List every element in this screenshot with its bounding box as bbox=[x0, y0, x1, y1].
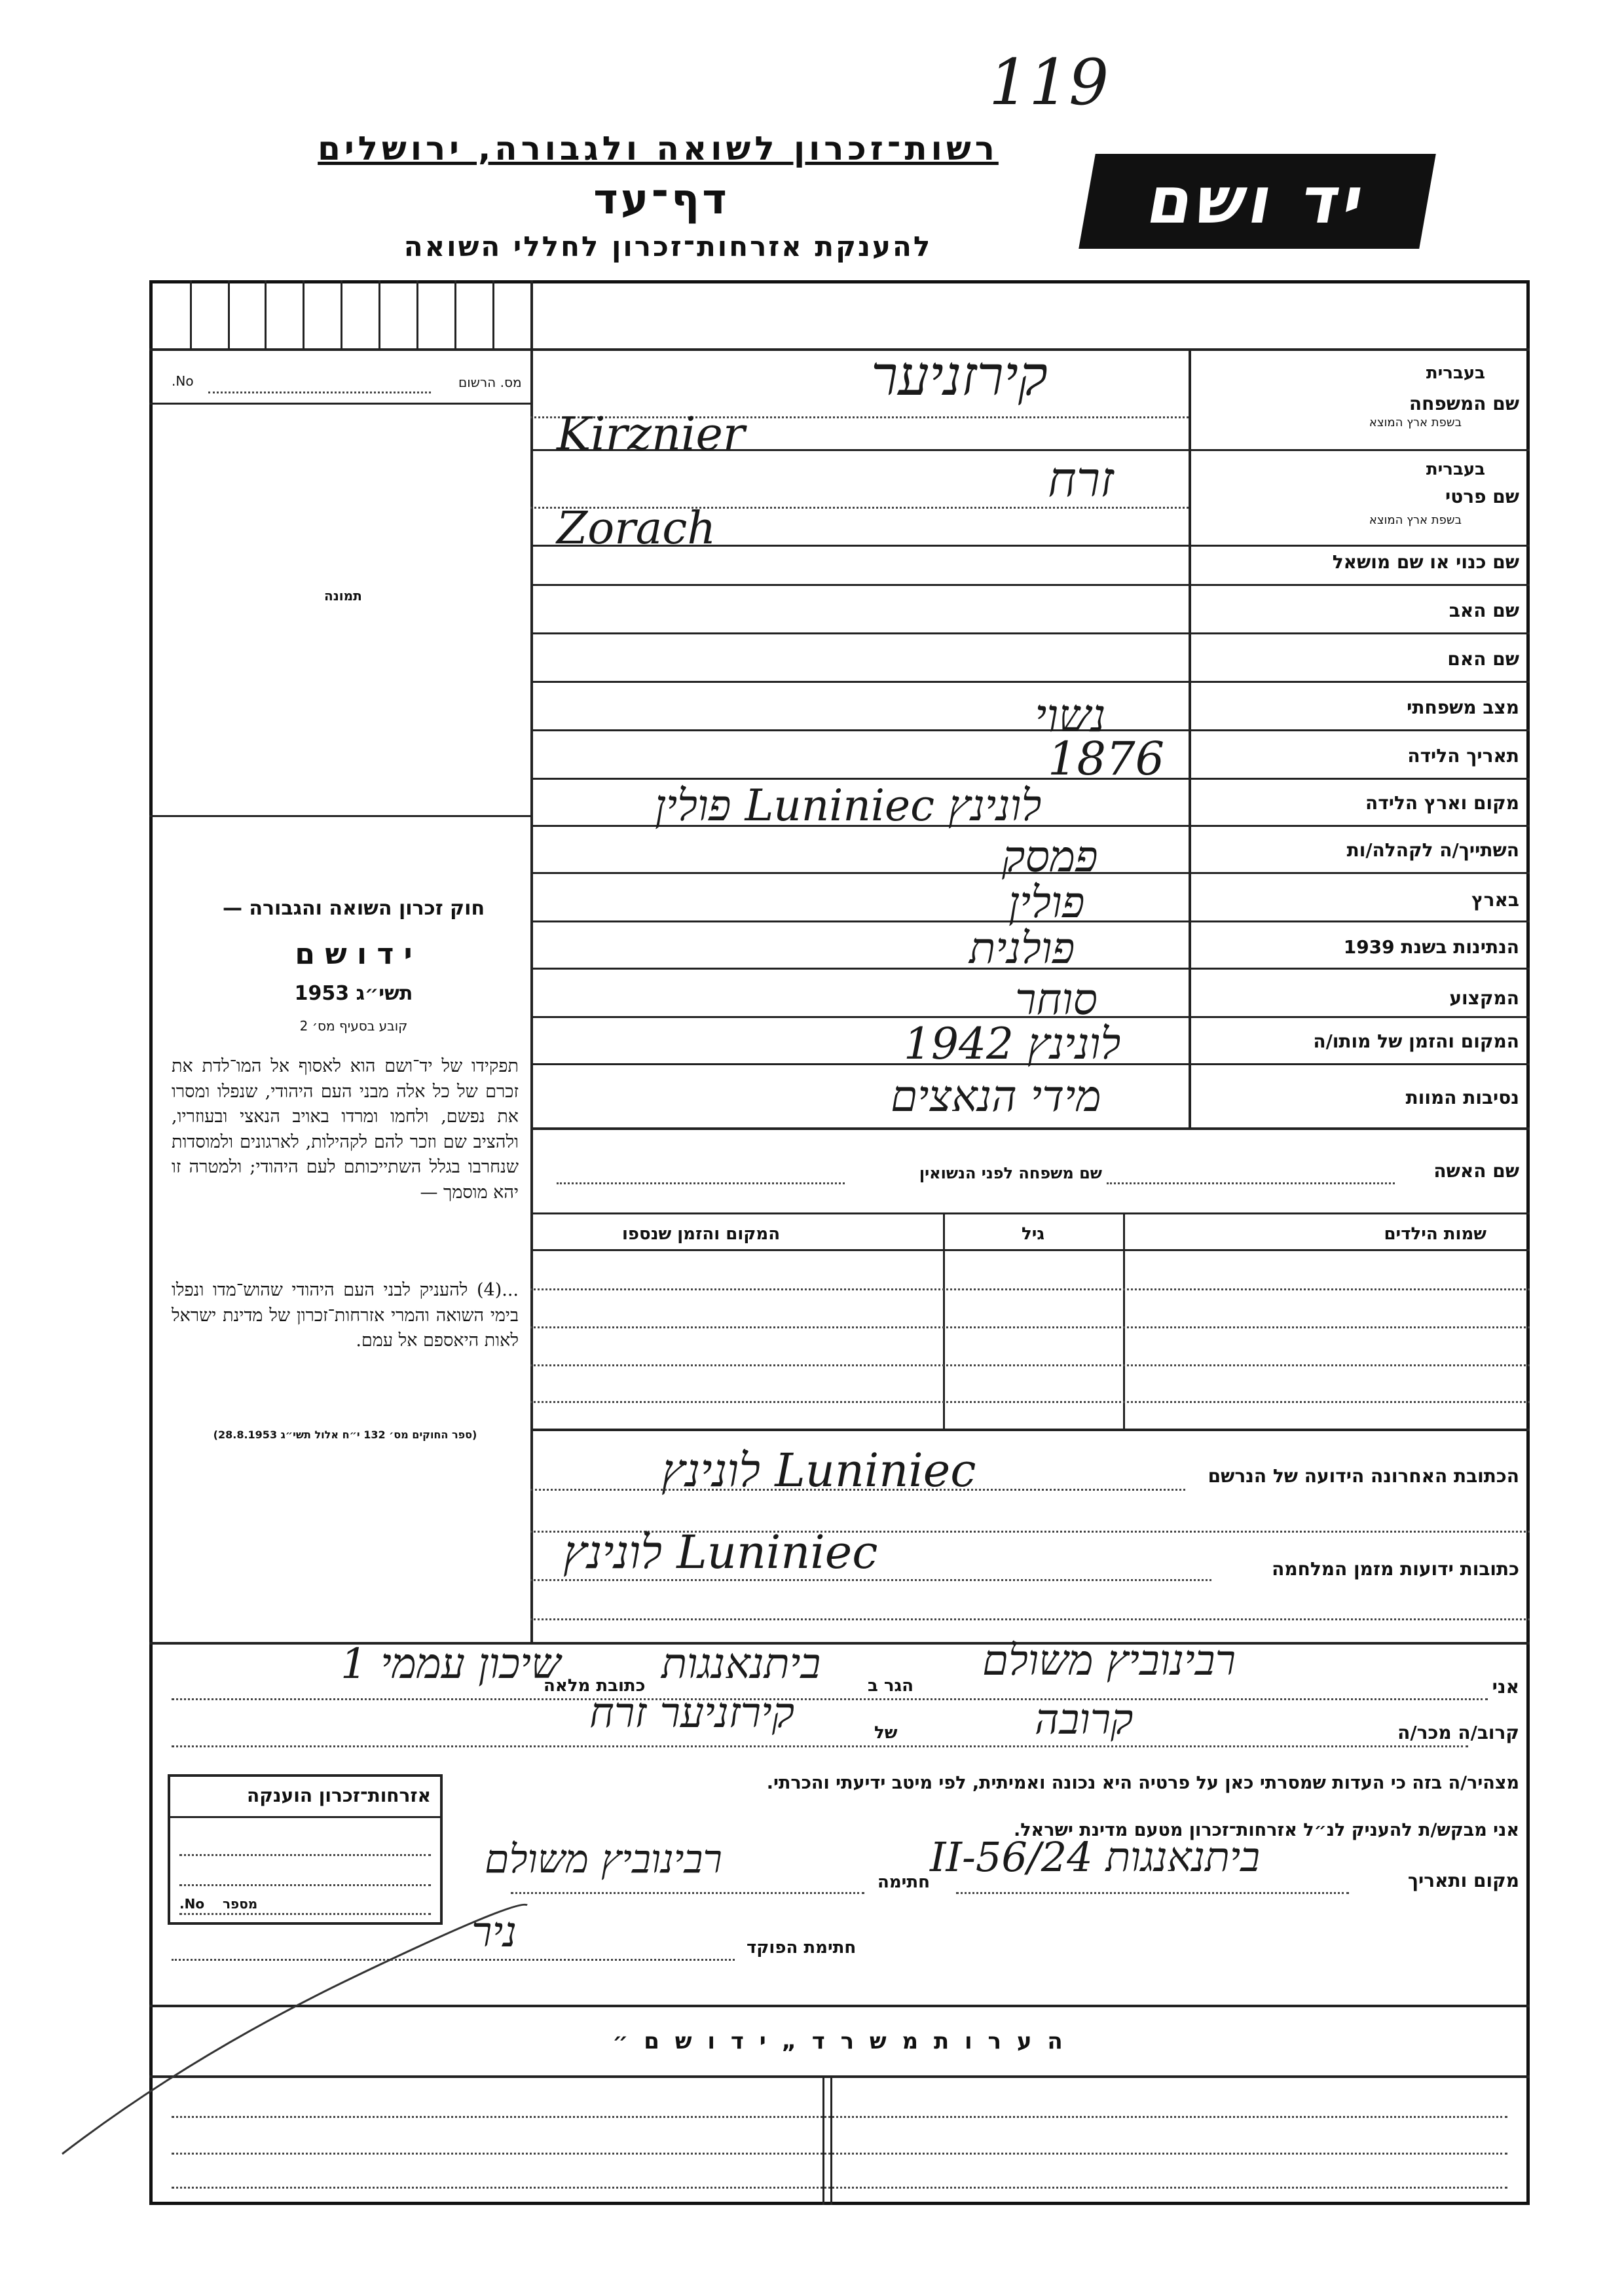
declarant-city[interactable]: ביתנאנגות bbox=[661, 1640, 821, 1688]
father-label: שם האב bbox=[1449, 600, 1519, 621]
family-name-origin-label: בשפת ארץ המוצא bbox=[1369, 416, 1462, 429]
request-text: אני מבקש/ת להעניק לנ״ל אזרחות־זכרון מטעם מדינת ישראל. bbox=[1013, 1820, 1519, 1840]
country-value[interactable]: פולין bbox=[1008, 877, 1085, 928]
officer-signature[interactable]: ניר bbox=[471, 1908, 517, 1957]
first-name-origin-label: בשפת ארץ המוצא bbox=[1369, 513, 1462, 527]
citizenship-box-no: No. bbox=[179, 1896, 205, 1912]
relation-value[interactable]: קרובה bbox=[1035, 1696, 1134, 1744]
resides-label: הגר ב bbox=[868, 1676, 914, 1696]
citizenship-box-title: אזרחות־זכרון הוענקה bbox=[247, 1785, 431, 1806]
declarant-name[interactable]: רבינוביץ משולם bbox=[982, 1637, 1236, 1685]
declarant-address[interactable]: שיכון עממי 1 bbox=[341, 1640, 561, 1688]
yad-vashem-logo bbox=[1079, 154, 1436, 249]
last-address-label: הכתובת האחרונה הידועה של הנרשם bbox=[1208, 1465, 1519, 1487]
signature-label: חתימה bbox=[877, 1872, 930, 1892]
birth-date-value[interactable]: 1876 bbox=[1048, 732, 1165, 786]
first-name-label: שם פרטי bbox=[1445, 486, 1519, 507]
law-ref: (ספר החוקים מס׳ 132 י״ח אלול תשי״ג 28.8.1953) bbox=[213, 1429, 477, 1441]
death-place-label: המקום והזמן של מותו/ה bbox=[1313, 1030, 1519, 1052]
law-para1: תפקידו של יד־ושם הוא לאסוף אל המו־לדת את זכרם של כל אלה מבני העם היהודי, שנפלו ומסרו את נפשם, ולחמו ומרדו באויב הנאצי ובעוזריו, ולהציב שם וזכר להם לקהילות, לארגונים ולמוסדות שנחרבו בגלל השתייכותם לעם היהודי; ולמטרה זו יהא מוסמך — bbox=[172, 1056, 519, 1203]
family-name-label: שם המשפחה bbox=[1409, 393, 1519, 414]
wife-label: שם האשה bbox=[1433, 1160, 1519, 1182]
place-date-value[interactable]: ביתנאנגות 24/II-56 bbox=[930, 1833, 1260, 1881]
of-name-value[interactable]: קירזניער זרח bbox=[589, 1689, 795, 1738]
pen-stroke bbox=[59, 1899, 530, 2160]
family-name-latin-value[interactable]: Kirznier bbox=[557, 407, 745, 461]
first-name-latin-value[interactable]: Zorach bbox=[557, 503, 716, 555]
logo-text: יד ושם bbox=[1141, 164, 1373, 238]
reg-no-label: No. bbox=[172, 373, 194, 389]
war-address-value[interactable]: Luniniec לונינץ bbox=[563, 1525, 878, 1579]
birth-place-label: מקום וארץ הלידה bbox=[1365, 792, 1519, 814]
reg-label: מס. הרשום bbox=[458, 374, 522, 390]
law-title: חוק זכרון השואה והגבורה — bbox=[222, 897, 485, 920]
birth-date-label: תאריך הלידה bbox=[1407, 745, 1519, 767]
form-subtitle: להענקת אזרחות־זכרון לחללי השואה bbox=[403, 230, 932, 263]
children-names-col: שמות הילדים bbox=[1384, 1224, 1486, 1244]
citizenship-value[interactable]: פולנית bbox=[969, 923, 1075, 974]
first-name-hebrew-label: בעברית bbox=[1426, 460, 1485, 479]
law-para2: ...(4) להעניק לבני העם היהודי שהוש־מדו ונפלו בימי השואה והמרי אזרחות־זכרון של מדינת ישראל לאות היאספם אל עמם. bbox=[172, 1280, 519, 1351]
of-label: של bbox=[874, 1723, 898, 1743]
wife-maiden-label: שם משפחה לפני הנשואין bbox=[919, 1164, 1102, 1182]
death-cause-value[interactable]: מידי הנאצים bbox=[891, 1071, 1101, 1121]
authority-title: רשות־זכרון לשואה ולגבורה, ירושלים bbox=[318, 130, 999, 168]
marital-label: מצב משפחתי bbox=[1407, 697, 1519, 718]
officer-signature-label: חתימת הפוקד bbox=[747, 1938, 857, 1958]
law-name: י ד ו ש ם bbox=[295, 938, 413, 971]
death-place-value[interactable]: לונינץ 1942 bbox=[904, 1019, 1121, 1069]
nickname-label: שם כנוי או שם מושאל bbox=[1332, 551, 1519, 573]
declarant-i-label: אני bbox=[1492, 1676, 1519, 1698]
page-number: 119 bbox=[989, 46, 1109, 119]
first-name-hebrew-value[interactable]: זרח bbox=[1048, 452, 1114, 508]
profession-value[interactable]: סוחר bbox=[1015, 974, 1098, 1025]
law-year: תשי״ג 1953 bbox=[294, 982, 413, 1005]
declaration-text: מצהיר/ה בזה כי העדות שמסרתי כאן על פרטיה היא נכונה ואמיתית, לפי מיטב ידיעתי והכרתי. bbox=[766, 1773, 1519, 1793]
notes-title: ה ע ר ו ת מ ש ר ד „ י ד ו ש ם ״ bbox=[612, 2028, 1067, 2054]
photo-label: תמונה bbox=[324, 588, 362, 604]
law-clause: קובע בסעיף מס׳ 2 bbox=[299, 1018, 408, 1034]
last-address-value[interactable]: Luniniec לונינץ bbox=[661, 1444, 976, 1497]
family-name-hebrew-value[interactable]: קירזניער bbox=[871, 344, 1048, 408]
relative-label: קרוב/ה מכר/ה bbox=[1397, 1722, 1519, 1743]
signature-value[interactable]: רבינוביץ משולם bbox=[485, 1836, 722, 1882]
marital-value[interactable]: נשוי bbox=[1035, 689, 1106, 742]
country-label: בארץ bbox=[1471, 889, 1519, 911]
birth-place-value[interactable]: לונינץ Luniniec פולין bbox=[655, 780, 1042, 831]
family-name-hebrew-label: בעברית bbox=[1426, 363, 1485, 383]
death-cause-label: נסיבות המוות bbox=[1405, 1087, 1519, 1108]
citizenship-label: הנתינות בשנת 1939 bbox=[1343, 936, 1519, 958]
mother-label: שם האם bbox=[1447, 648, 1519, 670]
profession-label: המקצוע bbox=[1449, 987, 1519, 1009]
full-address-label: כתובת מלאה bbox=[544, 1676, 646, 1696]
citizenship-box-number: מספר bbox=[223, 1896, 258, 1912]
community-value[interactable]: פמסק bbox=[1002, 831, 1098, 882]
war-address-label: כתובות ידועות מזמן המלחמה bbox=[1272, 1558, 1519, 1580]
children-place-col: המקום והזמן שנספו bbox=[622, 1224, 781, 1244]
form-title: דף־עד bbox=[593, 175, 729, 224]
community-label: השתייך/ה לקהלה/ות bbox=[1346, 839, 1519, 861]
children-age-col: גיל bbox=[1022, 1224, 1045, 1244]
place-date-label: מקום ותאריך bbox=[1407, 1870, 1519, 1891]
